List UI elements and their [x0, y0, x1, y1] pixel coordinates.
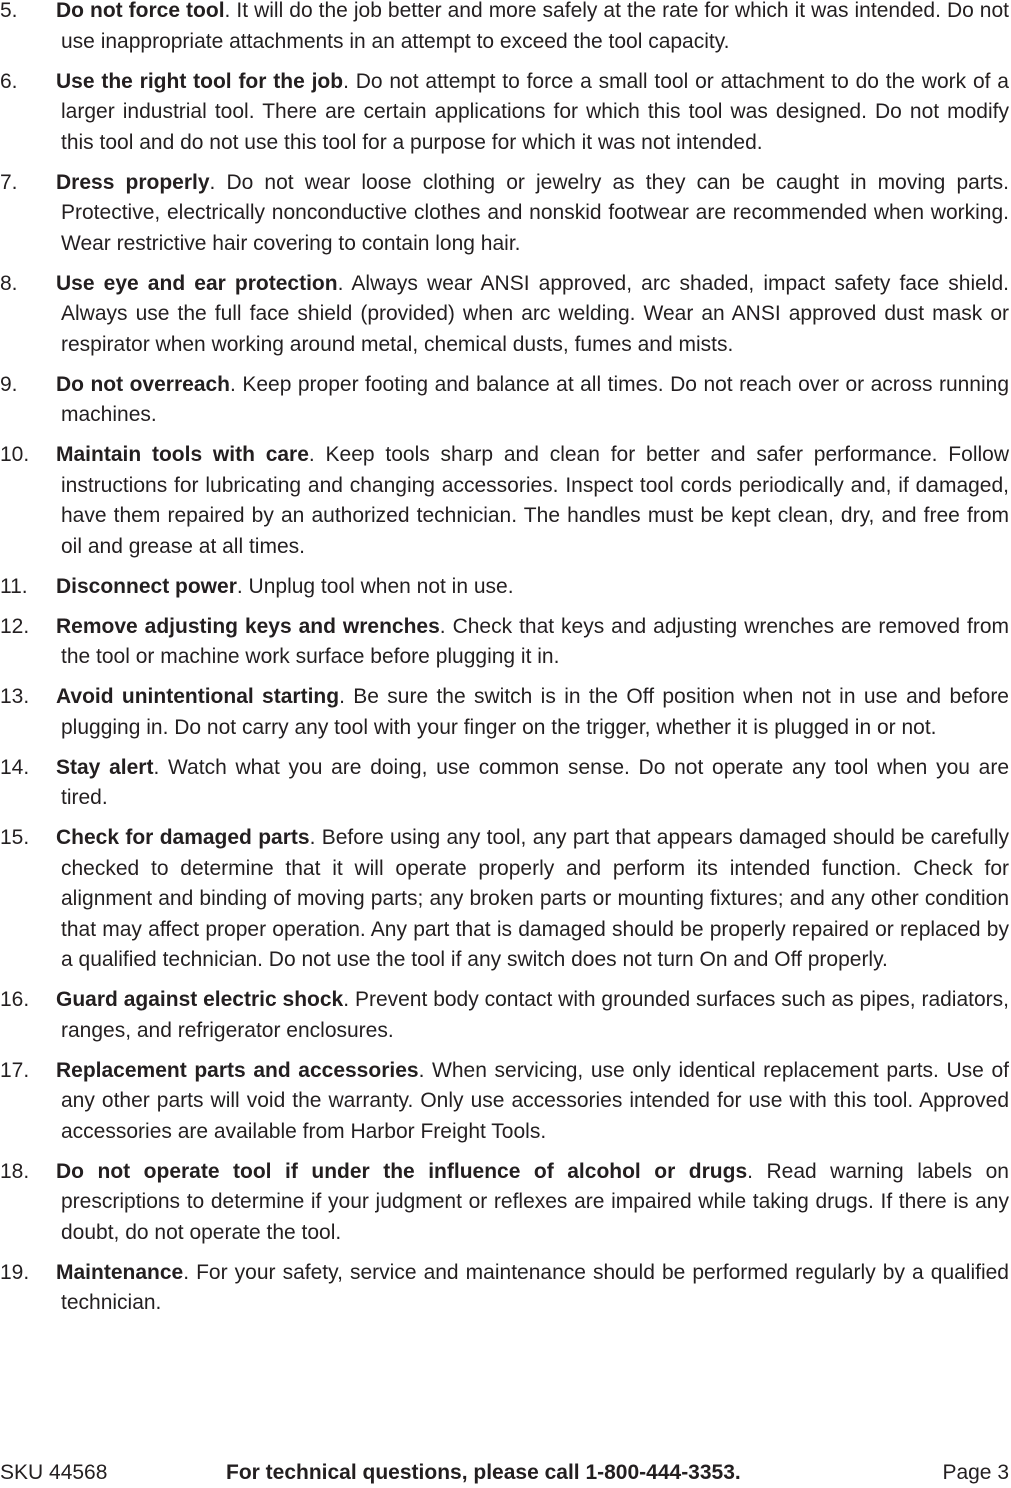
item-text: . Do not attempt to force a small tool or attachment to do the work of a larger industrial tool. There are certain applications for which this tool was designed. Do not modify this tool and do not use this tool for a purpose for which it was not intended. [61, 69, 1009, 154]
item-number: 11. [0, 574, 28, 598]
item-title: Disconnect power [56, 574, 237, 598]
item-number: 8. [0, 271, 18, 295]
list-item [0, 823, 1011, 976]
item-title: Maintenance [56, 1260, 184, 1284]
item-text: . When servicing, use only identical replacement parts. Use of any other parts will void the warranty. Only use accessories intended for use with this tool. Approved accessories are available from Harbor Freight Tools. [61, 1058, 1009, 1143]
page-footer [0, 1458, 1011, 1488]
item-text: . Unplug tool when not in use. [236, 574, 514, 598]
item-number: 19. [0, 1260, 30, 1284]
item-text: . Keep proper footing and balance at all times. Do not reach over or across running machines. [61, 372, 1010, 426]
list-item [0, 269, 1011, 361]
list-item [0, 572, 1011, 603]
sku-label: SKU 44568 [0, 1461, 108, 1484]
item-number: 17. [0, 1058, 30, 1082]
item-title: Stay alert [56, 755, 154, 779]
list-item [0, 1056, 1011, 1148]
list-item [0, 440, 1011, 562]
item-number: 10. [0, 443, 30, 466]
list-item [0, 1157, 1011, 1249]
list-item [0, 168, 1011, 260]
item-text: . Before using any tool, any part that appears damaged should be carefully checked to determine that it will operate properly and perform its intended function. Check for alignment and binding of moving parts; any broken parts or mounting fixtures; and any other condition that may affect proper operation. Any part that is damaged should be properly repaired or replaced by a qualified technician. Do not use the tool if any switch does not turn On and Off properly. [61, 826, 1009, 971]
item-title: Do not force tool [56, 0, 225, 22]
item-text: . It will do the job better and more safely at the rate for which it was intended. Do not use inappropriate attachments in an attempt to exceed the tool capacity. [61, 0, 1009, 53]
item-number: 14. [0, 755, 30, 779]
item-text: . Be sure the switch is in the Off position when not in use and before plugging in. Do not carry any tool with your finger on the trigger, whether it is plugged in or not. [61, 685, 1009, 739]
item-number: 15. [0, 826, 30, 849]
item-title: Avoid unintentional starting [56, 685, 340, 708]
item-text: . Read warning labels on prescriptions to determine if your judgment or reflexes are impaired while taking drugs. If there is any doubt, do not operate the tool. [61, 1159, 1009, 1244]
item-text: . For your safety, service and maintenance should be performed regularly by a qualified technician. [61, 1260, 1009, 1314]
item-number: 12. [0, 614, 30, 638]
item-title: Maintain tools with care [56, 443, 309, 466]
item-text: . Check that keys and adjusting wrenches are removed from the tool or machine work surface before plugging it in. [61, 614, 1009, 668]
list-item [0, 370, 1011, 431]
item-title: Use eye and ear protection [56, 271, 338, 295]
item-number: 7. [0, 170, 18, 194]
item-title: Do not operate tool if under the influence of alcohol or drugs [56, 1159, 748, 1183]
list-item [0, 612, 1011, 673]
item-text: . Always wear ANSI approved, arc shaded, impact safety face shield. Always use the full face shield (provided) when arc welding. Wear an ANSI approved dust mask or respirator when working around metal, chemical dusts, fumes and mists. [61, 271, 1009, 356]
item-number: 13. [0, 685, 30, 708]
list-item [0, 985, 1011, 1046]
list-item [0, 1258, 1011, 1319]
list-item [0, 0, 1011, 57]
list-item [0, 753, 1011, 814]
item-number: 5. [0, 0, 18, 22]
item-number: 18. [0, 1159, 30, 1183]
item-title: Replacement parts and accessories [56, 1058, 419, 1082]
item-text: . Prevent body contact with grounded surfaces such as pipes, radiators, ranges, and refrigerator enclosures. [61, 988, 1009, 1042]
item-number: 9. [0, 372, 18, 396]
list-item [0, 682, 1011, 743]
page-number: Page 3 [942, 1461, 1009, 1484]
list-item [0, 67, 1011, 159]
item-title: Remove adjusting keys and wrenches [56, 614, 440, 638]
item-title: Do not overreach [56, 372, 231, 396]
item-number: 6. [0, 69, 18, 93]
item-number: 16. [0, 988, 30, 1011]
item-text: . Do not wear loose clothing or jewelry as they can be caught in moving parts. Protective, electrically nonconductive clothes and nonskid footwear are recommended when working. Wear restrictive hair covering to contain long hair. [61, 170, 1009, 255]
item-text: . Watch what you are doing, use common sense. Do not operate any tool when you are tired. [61, 755, 1009, 809]
item-title: Use the right tool for the job [56, 69, 344, 93]
item-title: Dress properly [56, 170, 210, 194]
item-title: Check for damaged parts [56, 826, 310, 849]
item-title: Guard against electric shock [56, 988, 344, 1011]
item-text: . Keep tools sharp and clean for better and safer performance. Follow instructions for lubricating and changing accessories. Inspect tool cords periodically and, if damaged, have them repaired by an authorized technician. The handles must be kept clean, dry, and free from oil and grease at all times. [61, 443, 1009, 558]
technical-help-line: For technical questions, please call 1-800-444-3353. [226, 1461, 741, 1484]
